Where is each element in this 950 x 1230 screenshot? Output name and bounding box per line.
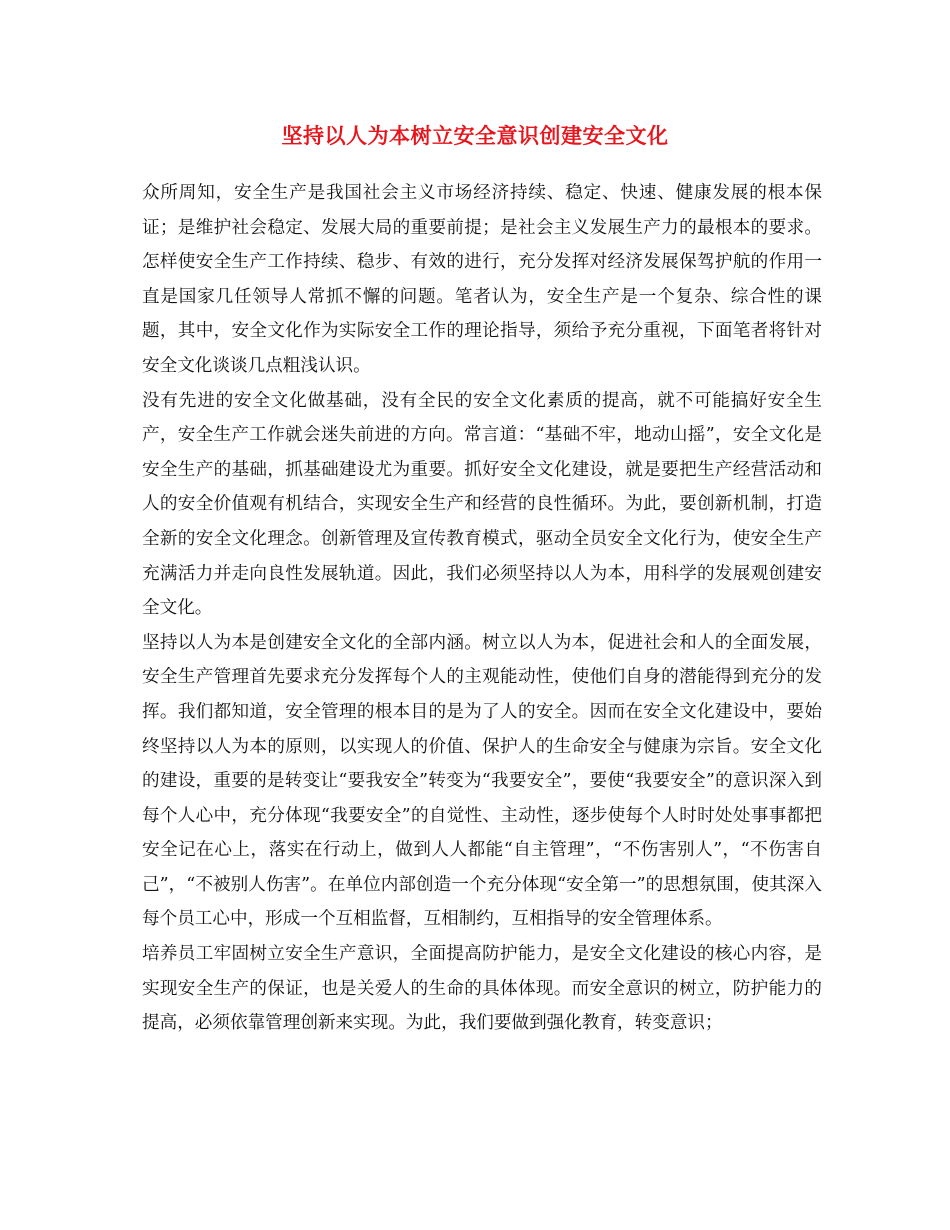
paragraph-1: 众所周知，安全生产是我国社会主义市场经济持续、稳定、快速、健康发展的根本保证；是维护社会稳定、发展大局的重要前提；是社会主义发展生产力的最根本的要求。怎样使安全生产工作持续、稳步、有效的进行，充分发挥对经济发展保驾护航的作用一直是国家几任领导人常抓不懈的问题。笔者认为，安全生产是一个复杂、综合性的课题，其中，安全文化作为实际安全工作的理论指导，须给予充分重视，下面笔者将针对安全文化谈谈几点粗浅认识。 bbox=[142, 183, 822, 376]
paragraph-3: 坚持以人为本是创建安全文化的全部内涵。树立以人为本，促进社会和人的全面发展，安全生产管理首先要求充分发挥每个人的主观能动性，使他们自身的潜能得到充分的发挥。我们都知道，安全管理的根本目的是为了人的安全。因而在安全文化建设中，要始终坚持以人为本的原则，以实现人的价值、保护人的生命安全与健康为宗旨。安全文化的建设，重要的是转变让“要我安全”转变为“我要安全”，要使“我要安全”的意识深入到每个人心中，充分体现“我要安全”的自觉性、主动性，逐步使每个人时时处处事事都把安全记在心上，落实在行动上，做到人人都能“自主管理”，“不伤害别人”，“不伤害自己”，“不被别人伤害”。在单位内部创造一个充分体现“安全第一”的思想氛围，使其深入每个员工心中，形成一个互相监督，互相制约，互相指导的安全管理体系。 bbox=[142, 632, 822, 930]
paragraph-4: 培养员工牢固树立安全生产意识，全面提高防护能力，是安全文化建设的核心内容，是实现安全生产的保证，也是关爱人的生命的具体体现。而安全意识的树立，防护能力的提高，必须依靠管理创新来实现。为此，我们要做到强化教育，转变意识； bbox=[142, 944, 822, 1034]
paragraph-2: 没有先进的安全文化做基础，没有全民的安全文化素质的提高，就不可能搞好安全生产，安全生产工作就会迷失前进的方向。常言道：“基础不牢，地动山摇”，安全文化是安全生产的基础，抓基础建设尤为重要。抓好安全文化建设，就是要把生产经营活动和人的安全价值观有机结合，实现安全生产和经营的良性循环。为此，要创新机制，打造全新的安全文化理念。创新管理及宣传教育模式，驱动全员安全文化行为，使安全生产充满活力并走向良性发展轨道。因此，我们必须坚持以人为本，用科学的发展观创建安全文化。 bbox=[142, 390, 822, 619]
document-title: 坚持以人为本树立安全意识创建安全文化 bbox=[281, 123, 669, 148]
document-body bbox=[142, 176, 822, 1041]
